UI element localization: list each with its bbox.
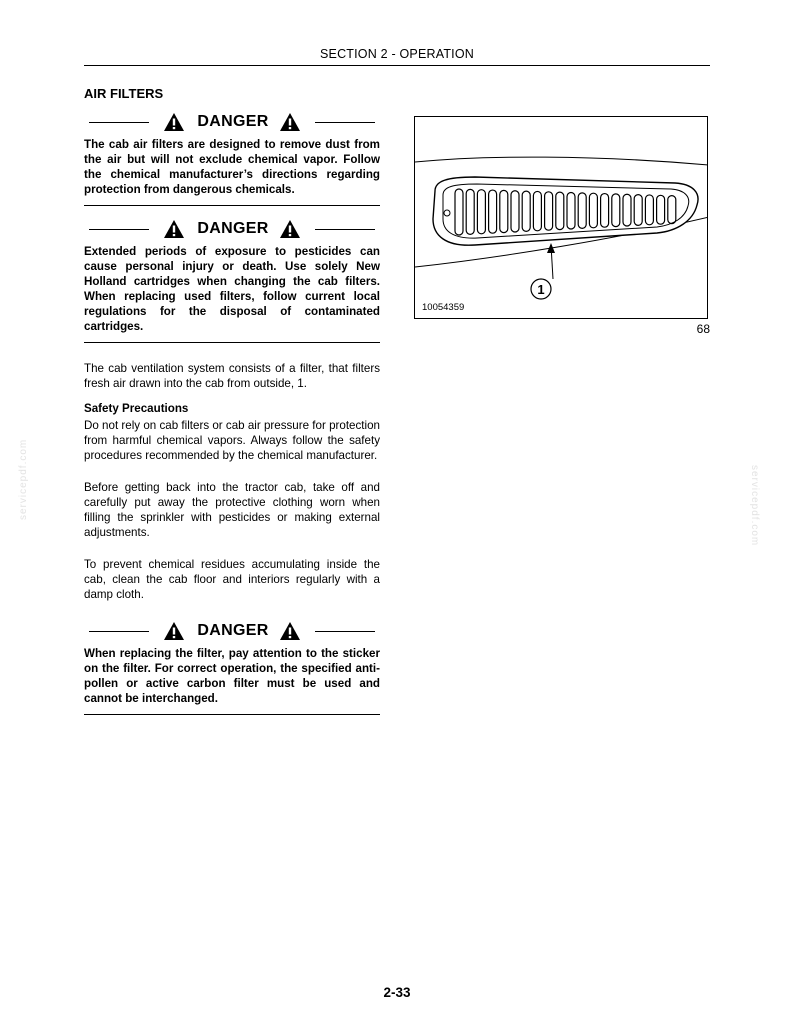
- page-number: 2-33: [383, 985, 411, 1000]
- danger-label: DANGER: [197, 113, 269, 130]
- safety-paragraph: Do not rely on cab filters or cab air pressure for protection from harmful chemical vapors. Always follow the safety procedures recommended by the chemical manufacturer.: [84, 419, 380, 462]
- danger-text: The cab air filters are designed to remove dust from the air but will not exclude chemical vapor. Follow the chemical manufacturer’s directions regarding protection from dangerous chemicals.: [84, 138, 380, 196]
- danger-rule-left: [89, 631, 149, 632]
- header-rule: [84, 65, 710, 66]
- safety-heading: Safety Precautions: [84, 402, 189, 415]
- danger-rule-right: [315, 122, 375, 123]
- cab-filter-illustration: [415, 117, 708, 319]
- danger-text: When replacing the filter, pay attention to the sticker on the filter. For correct operation, the specified anti-pollen or active carbon filter must be used and cannot be interchanged.: [84, 647, 380, 705]
- warning-triangle-icon: [279, 112, 301, 132]
- warning-triangle-icon: [279, 621, 301, 641]
- danger-rule-left: [89, 122, 149, 123]
- danger-box-1: [84, 111, 380, 206]
- figure-id: 10054359: [422, 302, 465, 313]
- clothing-paragraph: Before getting back into the tractor cab, take off and carefully put away the protective clothing worn when filling the sprinkler with pesticides or making external adjustments.: [84, 481, 380, 539]
- section-title: AIR FILTERS: [84, 86, 164, 101]
- warning-triangle-icon: [163, 219, 185, 239]
- figure-number: 68: [696, 322, 710, 336]
- danger-label: DANGER: [197, 622, 269, 639]
- danger-heading: [84, 111, 380, 133]
- section-header: SECTION 2 - OPERATION: [320, 47, 474, 61]
- danger-rule-right: [315, 631, 375, 632]
- danger-text: Extended periods of exposure to pesticides can cause personal injury or death. Use solely New Holland cartridges when changing the cab filters. When replacing used filters, follow current local regulations for the disposal of contaminated cartridges.: [84, 245, 380, 333]
- callout-1: 1: [537, 282, 545, 297]
- danger-heading: [84, 620, 380, 642]
- warning-triangle-icon: [163, 112, 185, 132]
- danger-rule-right: [315, 229, 375, 230]
- warning-triangle-icon: [279, 219, 301, 239]
- filter-figure: [414, 116, 708, 319]
- watermark-left: servicepdf.com: [18, 438, 29, 520]
- danger-box-2: [84, 218, 380, 343]
- cleaning-paragraph: To prevent chemical residues accumulating inside the cab, clean the cab floor and interiors regularly with a damp cloth.: [84, 558, 380, 601]
- watermark-right: servicepdf.com: [749, 465, 760, 547]
- danger-rule-left: [89, 229, 149, 230]
- warning-triangle-icon: [163, 621, 185, 641]
- danger-label: DANGER: [197, 220, 269, 237]
- intro-paragraph: The cab ventilation system consists of a filter, that filters fresh air drawn into the cab from outside, 1.: [84, 362, 380, 390]
- danger-heading: [84, 218, 380, 240]
- left-column: [84, 86, 380, 715]
- danger-box-3: [84, 620, 380, 715]
